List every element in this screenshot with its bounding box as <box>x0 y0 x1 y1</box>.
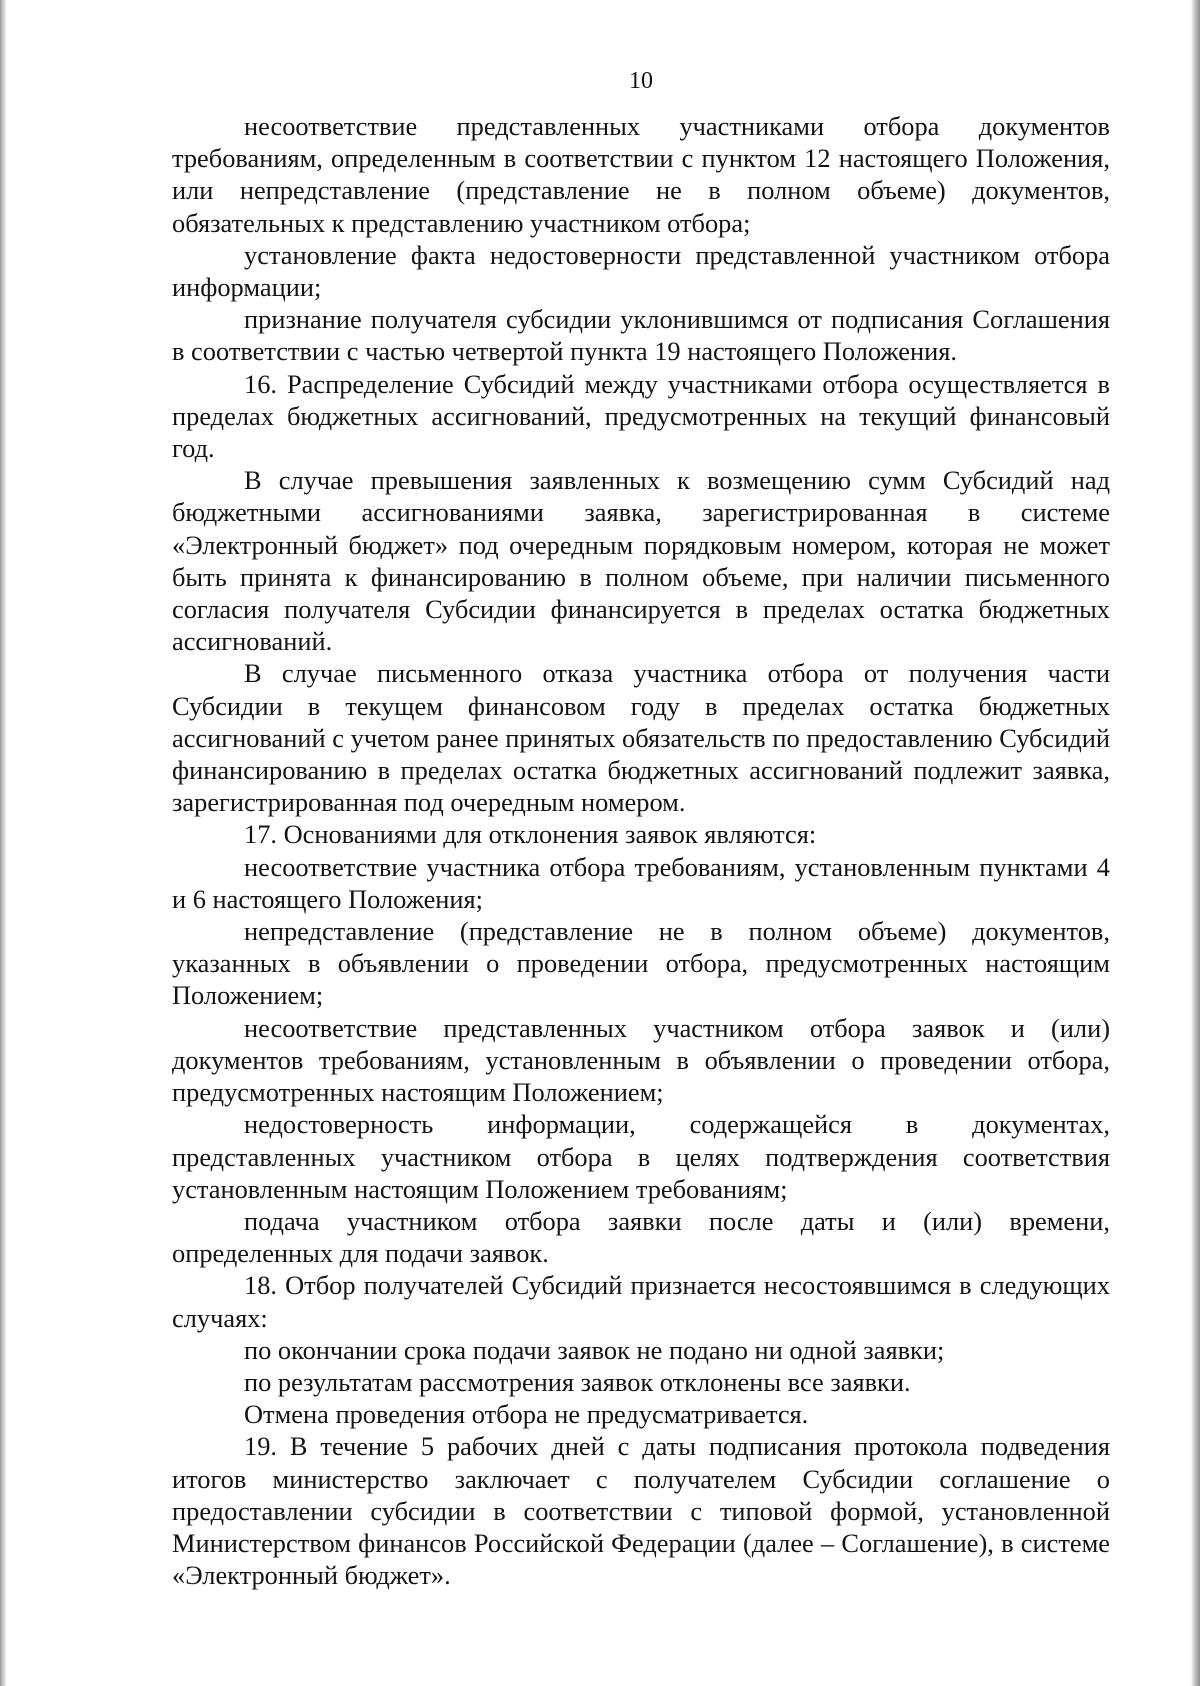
paragraph: В случае письменного отказа участника отбора от получения части Субсидии в текущем финансовом году в пределах остатка бюджетных ассигнований с учетом ранее принятых обязательств по предоставлению Субсидий финансированию в пределах остатка бюджетных ассигнований подлежит заявка, зарегистрированная под очередным номером. <box>172 658 1110 818</box>
paragraph-section-18: 18. Отбор получателей Субсидий признается несостоявшимся в следующих случаях: <box>172 1270 1110 1333</box>
paragraph: Отмена проведения отбора не предусматривается. <box>244 1399 809 1430</box>
paragraph-section-17: 17. Основаниями для отклонения заявок являются: <box>244 819 817 850</box>
paragraph: несоответствие участника отбора требованиям, установленным пунктами 4 и 6 настоящего Положения; <box>172 851 1110 914</box>
scan-edge-right <box>1191 0 1200 1686</box>
paragraph: установление факта недостоверности представленной участником отбора информации; <box>172 239 1110 303</box>
scan-edge-left <box>0 0 7 1686</box>
page-number: 10 <box>629 68 653 94</box>
paragraph: несоответствие представленных участником отбора заявок и (или) документов требованиям, установленным в объявлении о проведении отбора, предусмотренных настоящим Положением; <box>172 1012 1110 1108</box>
paragraph-section-19: 19. В течение 5 рабочих дней с даты подписания протокола подведения итогов министерство заключает с получателем Субсидии соглашение о предоставлении субсидии в соответствии с типовой формой, установленной Министерством финансов Российской Федерации (далее – Соглашение), в системе «Электронный бюджет». <box>172 1431 1110 1591</box>
paragraph: непредставление (представление не в полном объеме) документов, указанных в объявлении о проведении отбора, предусмотренных настоящим Положением; <box>172 916 1110 1011</box>
document-body <box>172 110 1110 1591</box>
paragraph: по результатам рассмотрения заявок отклонены все заявки. <box>244 1366 911 1397</box>
paragraph: несоответствие представленных участниками отбора документов требованиям, определенным в соответствии с пунктом 12 настоящего Положения, или непредставление (представление не в полном объеме) документов, обязательных к представлению участником отбора; <box>172 111 1110 238</box>
paragraph: признание получателя субсидии уклонившимся от подписания Соглашения в соответствии с частью четвертой пункта 19 настоящего Положения. <box>172 304 1110 367</box>
paragraph: подача участником отбора заявки после даты и (или) времени, определенных для подачи заявок. <box>172 1205 1110 1269</box>
paragraph-section-16: 16. Распределение Субсидий между участниками отбора осуществляется в пределах бюджетных ассигнований, предусмотренных на текущий финансовый год. <box>172 368 1110 464</box>
paragraph: В случае превышения заявленных к возмещению сумм Субсидий над бюджетными ассигнованиями заявка, зарегистрированная в системе «Электронный бюджет» под очередным порядковым номером, которая не может быть принята к финансированию в полном объеме, при наличии письменного согласия получателя Субсидии финансируется в пределах остатка бюджетных ассигнований. <box>172 465 1110 657</box>
paragraph: недостоверность информации, содержащейся в документах, представленных участником отбора в целях подтверждения соответствия установленным настоящим Положением требованиям; <box>172 1109 1110 1204</box>
paragraph: по окончании срока подачи заявок не подано ни одной заявки; <box>244 1334 945 1365</box>
